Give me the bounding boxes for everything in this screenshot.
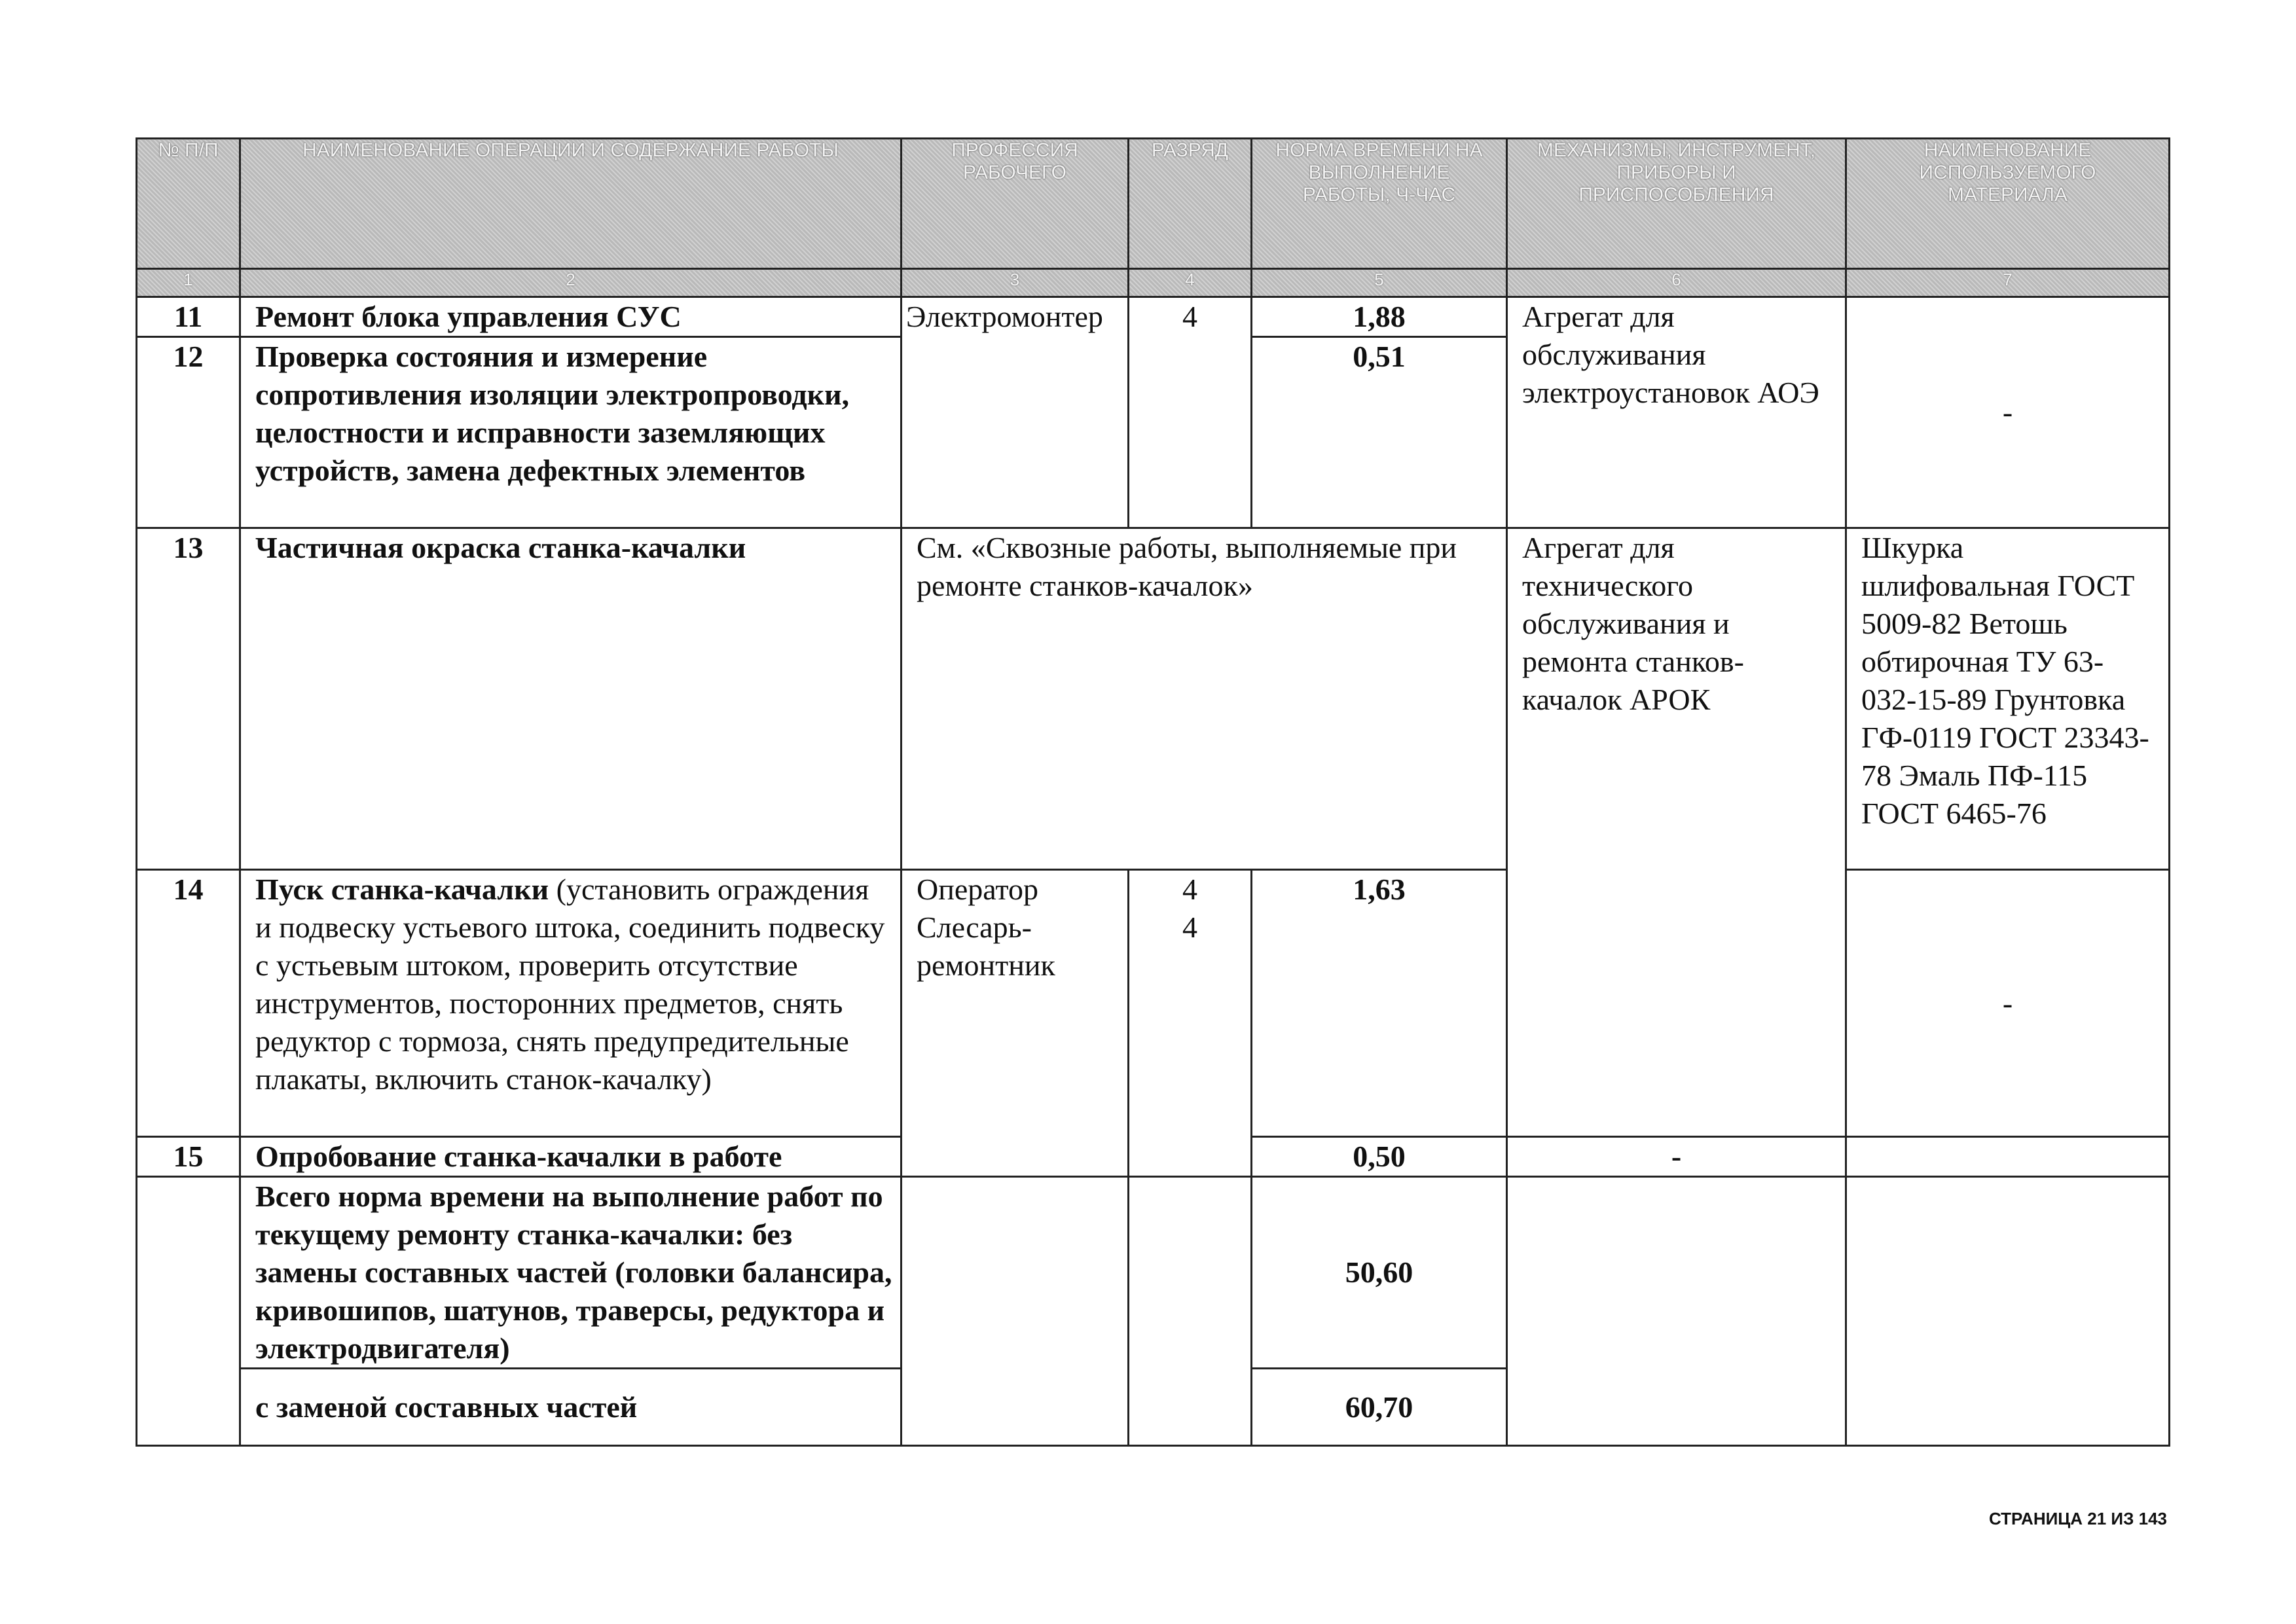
operation-cell (240, 297, 902, 337)
header-operation: НАИМЕНОВАНИЕ ОПЕРАЦИИ И СОДЕРЖАНИЕ РАБОТЫ (240, 139, 902, 269)
column-number: 3 (902, 269, 1129, 297)
material-cell: - (1846, 297, 2170, 528)
page-number: СТРАНИЦА 21 ИЗ 143 (1988, 1509, 2167, 1528)
profession-cell (902, 870, 1129, 1177)
column-number: 7 (1846, 269, 2170, 297)
column-number: 6 (1507, 269, 1846, 297)
header-profession: ПРОФЕССИЯ РАБОЧЕГО (902, 139, 1129, 269)
table-row (137, 528, 2170, 870)
operation-cell (240, 870, 902, 1137)
operation-details: (установить ограждения и подвеску устьевого штока, соединить подвеску с устьевым штоком, проверить отсутствие инструментов, посторонних предметов, снять редуктор с тормоза, снять предупредительные плакаты, включить станок-качалку) (255, 873, 885, 1096)
table-row (137, 870, 2170, 1137)
header-norm: НОРМА ВРЕМЕНИ НА ВЫПОЛНЕНИЕ РАБОТЫ, Ч-ЧАС (1252, 139, 1507, 269)
grade-cell (1129, 870, 1252, 1177)
operation-title: Опробование станка-качалки в работе (255, 1140, 782, 1173)
header-num: № П/П (137, 139, 240, 269)
column-number: 5 (1252, 269, 1507, 297)
totals-tools-cell (1507, 1177, 1846, 1446)
operation-title: Частичная окраска станка-качалки (255, 531, 746, 564)
operation-cell (240, 1137, 902, 1177)
tools-cell: Агрегат для технического обслуживания и ремонта станков-качалок АРОК (1507, 528, 1846, 1137)
column-number-row (137, 269, 2170, 297)
row-number: 11 (137, 297, 240, 337)
header-row (137, 139, 2170, 269)
profession-line: Слесарь-ремонтник (917, 911, 1055, 982)
totals-label: Всего норма времени на выполнение работ по текущему ремонту станка-качалки: без замены составных частей (головки балансира, кривошипов, шатунов, траверсы, редуктора и электродвигателя) (240, 1177, 902, 1369)
totals-material-cell (1846, 1177, 2170, 1446)
header-tools: МЕХАНИЗМЫ, ИНСТРУМЕНТ, ПРИБОРЫ И ПРИСПОСОБЛЕНИЯ (1507, 139, 1846, 269)
totals-num-cell (137, 1177, 240, 1446)
tools-cell: - (1507, 1137, 1846, 1177)
totals-value: 60,70 (1252, 1369, 1507, 1446)
material-cell: Шкурка шлифовальная ГОСТ 5009-82 Ветошь обтирочная ТУ 63-032-15-89 Грунтовка ГФ-0119 ГОСТ 23343-78 Эмаль ПФ-115 ГОСТ 6465-76 (1846, 528, 2170, 870)
totals-grade-cell (1129, 1177, 1252, 1446)
column-number: 2 (240, 269, 902, 297)
norms-table (136, 137, 2170, 1447)
totals-profession-cell (902, 1177, 1129, 1446)
norm-cell: 0,50 (1252, 1137, 1507, 1177)
header-grade: РАЗРЯД (1129, 139, 1252, 269)
grade-line: 4 (1182, 911, 1197, 944)
totals-value: 50,60 (1252, 1177, 1507, 1369)
column-number: 4 (1129, 269, 1252, 297)
tools-cell: Агрегат для обслуживания электроустановок АОЭ (1507, 297, 1846, 528)
table-row (137, 297, 2170, 337)
operation-title: Ремонт блока управления СУС (255, 300, 682, 333)
operation-title: Пуск станка-качалки (255, 873, 549, 906)
totals-row (137, 1177, 2170, 1369)
material-cell: - (1846, 870, 2170, 1137)
profession-line: Оператор (917, 873, 1038, 906)
profession-cell: Электромонтер (902, 297, 1129, 528)
norm-cell: 1,63 (1252, 870, 1507, 1137)
row-number: 14 (137, 870, 240, 1137)
profession-merged-cell: См. «Сквозные работы, выполняемые при ремонте станков-качалок» (902, 528, 1507, 870)
row-number: 13 (137, 528, 240, 870)
material-cell (1846, 1137, 2170, 1177)
header-material: НАИМЕНОВАНИЕ ИСПОЛЬЗУЕМОГО МАТЕРИАЛА (1846, 139, 2170, 269)
row-number: 12 (137, 337, 240, 528)
norm-cell: 1,88 (1252, 297, 1507, 337)
norm-cell: 0,51 (1252, 337, 1507, 528)
totals-label: с заменой составных частей (240, 1369, 902, 1446)
grade-cell: 4 (1129, 297, 1252, 528)
grade-line: 4 (1182, 873, 1197, 906)
column-number: 1 (137, 269, 240, 297)
row-number: 15 (137, 1137, 240, 1177)
operation-cell (240, 337, 902, 528)
operation-cell (240, 528, 902, 870)
operation-title: Проверка состояния и измерение сопротивления изоляции электропроводки, целостности и исправности заземляющих устройств, замена дефектных элементов (255, 340, 850, 487)
